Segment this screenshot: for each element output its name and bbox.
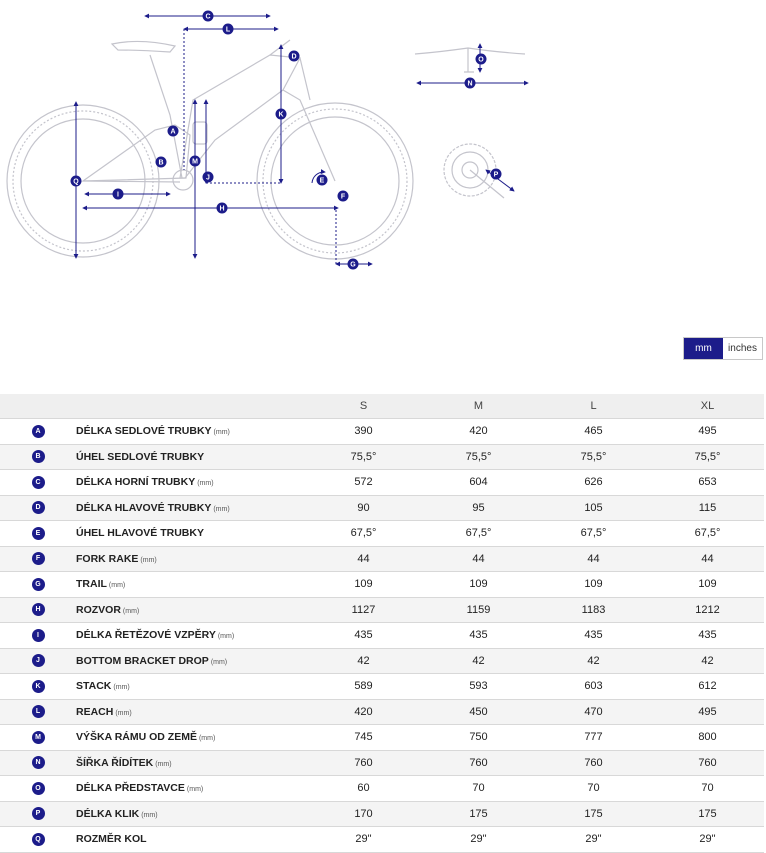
svg-text:B: B bbox=[158, 159, 164, 167]
table-row bbox=[0, 597, 764, 623]
value-cell: 44 bbox=[421, 546, 536, 572]
row-label: DÉLKA KLIK bbox=[76, 807, 140, 820]
svg-text:I: I bbox=[117, 191, 119, 199]
value-cell: 470 bbox=[536, 699, 651, 725]
svg-text:H: H bbox=[219, 205, 225, 213]
row-unit: (mm) bbox=[186, 786, 204, 794]
marker-badge-icon: G bbox=[32, 578, 45, 591]
row-label: STACK bbox=[76, 680, 112, 693]
table-row bbox=[0, 776, 764, 802]
value-cell: 29" bbox=[421, 827, 536, 853]
value-cell: 109 bbox=[306, 572, 421, 598]
svg-text:P: P bbox=[493, 171, 499, 179]
value-cell: 495 bbox=[651, 419, 764, 445]
marker-o-icon bbox=[476, 54, 487, 65]
row-marker-cell bbox=[0, 725, 76, 751]
table-row bbox=[0, 419, 764, 445]
svg-text:J: J bbox=[206, 174, 210, 182]
value-cell: 653 bbox=[651, 470, 764, 496]
row-unit: (mm) bbox=[113, 684, 130, 692]
row-label: TRAIL bbox=[76, 578, 107, 591]
marker-badge-icon: O bbox=[32, 782, 45, 795]
value-cell: 435 bbox=[536, 623, 651, 649]
row-label-cell bbox=[76, 444, 306, 470]
value-cell: 760 bbox=[536, 750, 651, 776]
value-cell: 572 bbox=[306, 470, 421, 496]
value-cell: 593 bbox=[421, 674, 536, 700]
marker-badge-icon: B bbox=[32, 450, 45, 463]
marker-badge-icon: C bbox=[32, 476, 45, 489]
table-row bbox=[0, 495, 764, 521]
marker-m-icon bbox=[190, 156, 201, 167]
value-cell: 603 bbox=[536, 674, 651, 700]
value-cell: 42 bbox=[536, 648, 651, 674]
value-cell: 75,5° bbox=[306, 444, 421, 470]
row-label-cell bbox=[76, 572, 306, 598]
marker-c-icon bbox=[203, 11, 214, 22]
row-unit: (mm) bbox=[115, 709, 132, 717]
table-row bbox=[0, 648, 764, 674]
value-cell: 800 bbox=[651, 725, 764, 751]
row-label-cell bbox=[76, 801, 306, 827]
row-label-cell bbox=[76, 495, 306, 521]
row-unit: (mm) bbox=[108, 582, 126, 590]
table-row bbox=[0, 750, 764, 776]
marker-g-icon bbox=[348, 259, 359, 270]
value-cell: 90 bbox=[306, 495, 421, 521]
unit-inches-button[interactable]: inches bbox=[723, 338, 762, 359]
value-cell: 450 bbox=[421, 699, 536, 725]
row-label: BOTTOM BRACKET DROP bbox=[76, 654, 209, 667]
value-cell: 1159 bbox=[421, 597, 536, 623]
unit-mm-button[interactable]: mm bbox=[684, 338, 723, 359]
saddle bbox=[112, 41, 175, 52]
value-cell: 67,5° bbox=[536, 521, 651, 547]
marker-a-icon bbox=[168, 126, 179, 137]
row-marker-cell bbox=[0, 648, 76, 674]
value-cell: 420 bbox=[306, 699, 421, 725]
row-marker-cell bbox=[0, 801, 76, 827]
svg-text:O: O bbox=[478, 56, 484, 64]
value-cell: 42 bbox=[306, 648, 421, 674]
row-marker-cell bbox=[0, 546, 76, 572]
marker-badge-icon: E bbox=[32, 527, 45, 540]
value-cell: 70 bbox=[651, 776, 764, 802]
value-cell: 95 bbox=[421, 495, 536, 521]
value-cell: 115 bbox=[651, 495, 764, 521]
table-row bbox=[0, 827, 764, 853]
row-marker-cell bbox=[0, 674, 76, 700]
table-row bbox=[0, 470, 764, 496]
table-row bbox=[0, 444, 764, 470]
value-cell: 170 bbox=[306, 801, 421, 827]
row-marker-cell bbox=[0, 444, 76, 470]
marker-j-icon bbox=[203, 172, 214, 183]
row-unit: (mm) bbox=[155, 760, 172, 768]
marker-badge-icon: M bbox=[32, 731, 45, 744]
row-marker-cell bbox=[0, 750, 76, 776]
value-cell: 626 bbox=[536, 470, 651, 496]
value-cell: 1127 bbox=[306, 597, 421, 623]
table-row bbox=[0, 699, 764, 725]
row-unit: (mm) bbox=[197, 480, 214, 488]
value-cell: 67,5° bbox=[651, 521, 764, 547]
row-unit: (mm) bbox=[210, 658, 228, 666]
marker-badge-icon: N bbox=[32, 756, 45, 769]
value-cell: 29" bbox=[651, 827, 764, 853]
row-marker-cell bbox=[0, 699, 76, 725]
row-label-cell bbox=[76, 699, 306, 725]
svg-text:C: C bbox=[205, 13, 211, 21]
table-row bbox=[0, 623, 764, 649]
table-row bbox=[0, 674, 764, 700]
value-cell: 435 bbox=[421, 623, 536, 649]
value-cell: 70 bbox=[536, 776, 651, 802]
marker-k-icon bbox=[276, 109, 287, 120]
handlebar-outline bbox=[415, 48, 525, 72]
svg-text:F: F bbox=[340, 193, 346, 201]
unit-toggle bbox=[683, 337, 763, 360]
value-cell: 175 bbox=[536, 801, 651, 827]
value-cell: 1212 bbox=[651, 597, 764, 623]
row-label-cell bbox=[76, 546, 306, 572]
value-cell: 42 bbox=[421, 648, 536, 674]
row-marker-cell bbox=[0, 470, 76, 496]
row-label: REACH bbox=[76, 705, 114, 718]
header-size-l: L bbox=[536, 394, 651, 419]
value-cell: 75,5° bbox=[536, 444, 651, 470]
svg-text:M: M bbox=[192, 158, 198, 166]
row-label: DÉLKA PŘEDSTAVCE bbox=[76, 782, 185, 795]
value-cell: 760 bbox=[421, 750, 536, 776]
row-label-cell bbox=[76, 725, 306, 751]
header-size-s: S bbox=[306, 394, 421, 419]
value-cell: 109 bbox=[421, 572, 536, 598]
row-label: DÉLKA HORNÍ TRUBKY bbox=[76, 476, 196, 489]
table-header-row bbox=[0, 394, 764, 419]
value-cell: 29" bbox=[536, 827, 651, 853]
row-label-cell bbox=[76, 750, 306, 776]
row-label: DÉLKA ŘETĚZOVÉ VZPĚRY bbox=[76, 629, 216, 642]
value-cell: 465 bbox=[536, 419, 651, 445]
value-cell: 435 bbox=[651, 623, 764, 649]
value-cell: 435 bbox=[306, 623, 421, 649]
marker-d-icon bbox=[289, 51, 300, 62]
seat-post bbox=[150, 55, 182, 178]
header-label bbox=[76, 394, 306, 419]
row-label-cell bbox=[76, 470, 306, 496]
svg-text:N: N bbox=[467, 80, 473, 88]
row-marker-cell bbox=[0, 776, 76, 802]
value-cell: 760 bbox=[306, 750, 421, 776]
value-cell: 760 bbox=[651, 750, 764, 776]
value-cell: 44 bbox=[536, 546, 651, 572]
value-cell: 750 bbox=[421, 725, 536, 751]
row-unit: (mm) bbox=[213, 505, 230, 513]
svg-text:D: D bbox=[291, 53, 297, 61]
svg-text:E: E bbox=[319, 177, 325, 185]
row-unit: (mm) bbox=[122, 607, 140, 615]
marker-f-icon bbox=[338, 191, 349, 202]
marker-i-icon bbox=[113, 189, 124, 200]
value-cell: 70 bbox=[421, 776, 536, 802]
row-unit: (mm) bbox=[213, 429, 230, 437]
value-cell: 44 bbox=[651, 546, 764, 572]
row-label-cell bbox=[76, 827, 306, 853]
table-row bbox=[0, 572, 764, 598]
row-unit: (mm) bbox=[217, 633, 235, 641]
row-marker-cell bbox=[0, 572, 76, 598]
value-cell: 777 bbox=[536, 725, 651, 751]
value-cell: 42 bbox=[651, 648, 764, 674]
svg-text:L: L bbox=[225, 26, 231, 34]
marker-badge-icon: P bbox=[32, 807, 45, 820]
marker-q-icon bbox=[71, 176, 82, 187]
bike-geometry-diagram bbox=[0, 0, 766, 290]
value-cell: 75,5° bbox=[421, 444, 536, 470]
row-label-cell bbox=[76, 521, 306, 547]
row-label: ROZMĚR KOL bbox=[76, 833, 147, 846]
svg-text:A: A bbox=[170, 128, 176, 136]
row-label: DÉLKA HLAVOVÉ TRUBKY bbox=[76, 501, 212, 514]
row-label-cell bbox=[76, 597, 306, 623]
svg-text:G: G bbox=[350, 261, 356, 269]
row-unit: (mm) bbox=[198, 735, 216, 743]
row-marker-cell bbox=[0, 521, 76, 547]
row-label-cell bbox=[76, 623, 306, 649]
table-row bbox=[0, 521, 764, 547]
table-row bbox=[0, 546, 764, 572]
marker-badge-icon: K bbox=[32, 680, 45, 693]
value-cell: 109 bbox=[651, 572, 764, 598]
header-marker bbox=[0, 394, 76, 419]
value-cell: 44 bbox=[306, 546, 421, 572]
value-cell: 1183 bbox=[536, 597, 651, 623]
row-marker-cell bbox=[0, 495, 76, 521]
row-label-cell bbox=[76, 419, 306, 445]
marker-badge-icon: A bbox=[32, 425, 45, 438]
marker-badge-icon: H bbox=[32, 603, 45, 616]
value-cell: 29" bbox=[306, 827, 421, 853]
value-cell: 420 bbox=[421, 419, 536, 445]
row-label-cell bbox=[76, 776, 306, 802]
svg-text:K: K bbox=[278, 111, 284, 119]
row-label: ŠÍŘKA ŘÍDÍTEK bbox=[76, 756, 154, 769]
table-row bbox=[0, 725, 764, 751]
marker-e-icon bbox=[317, 175, 328, 186]
row-label: ÚHEL SEDLOVÉ TRUBKY bbox=[76, 450, 205, 463]
marker-badge-icon: I bbox=[32, 629, 45, 642]
row-label: DÉLKA SEDLOVÉ TRUBKY bbox=[76, 425, 212, 438]
marker-h-icon bbox=[217, 203, 228, 214]
marker-badge-icon: F bbox=[32, 552, 45, 565]
value-cell: 75,5° bbox=[651, 444, 764, 470]
row-label: ÚHEL HLAVOVÉ TRUBKY bbox=[76, 527, 204, 540]
marker-badge-icon: L bbox=[32, 705, 45, 718]
row-marker-cell bbox=[0, 623, 76, 649]
marker-badge-icon: Q bbox=[32, 833, 45, 846]
value-cell: 175 bbox=[421, 801, 536, 827]
header-size-m: M bbox=[421, 394, 536, 419]
row-unit: (mm) bbox=[141, 811, 158, 819]
marker-badge-icon: J bbox=[32, 654, 45, 667]
value-cell: 604 bbox=[421, 470, 536, 496]
geometry-table bbox=[0, 394, 764, 853]
row-marker-cell bbox=[0, 597, 76, 623]
value-cell: 612 bbox=[651, 674, 764, 700]
value-cell: 67,5° bbox=[306, 521, 421, 547]
row-label-cell bbox=[76, 674, 306, 700]
value-cell: 390 bbox=[306, 419, 421, 445]
header-size-xl: XL bbox=[651, 394, 764, 419]
value-cell: 105 bbox=[536, 495, 651, 521]
marker-b-icon bbox=[156, 157, 167, 168]
row-marker-cell bbox=[0, 419, 76, 445]
value-cell: 175 bbox=[651, 801, 764, 827]
value-cell: 495 bbox=[651, 699, 764, 725]
value-cell: 589 bbox=[306, 674, 421, 700]
row-marker-cell bbox=[0, 827, 76, 853]
value-cell: 60 bbox=[306, 776, 421, 802]
value-cell: 67,5° bbox=[421, 521, 536, 547]
marker-p-icon bbox=[491, 169, 502, 180]
row-label-cell bbox=[76, 648, 306, 674]
row-label: FORK RAKE bbox=[76, 552, 139, 565]
value-cell: 109 bbox=[536, 572, 651, 598]
marker-n-icon bbox=[465, 78, 476, 89]
row-label: VÝŠKA RÁMU OD ZEMĚ bbox=[76, 731, 197, 744]
value-cell: 745 bbox=[306, 725, 421, 751]
marker-l-icon bbox=[223, 24, 234, 35]
marker-badge-icon: D bbox=[32, 501, 45, 514]
table-row bbox=[0, 801, 764, 827]
row-label: ROZVOR bbox=[76, 603, 121, 616]
row-unit: (mm) bbox=[140, 556, 157, 564]
svg-text:Q: Q bbox=[73, 178, 79, 186]
